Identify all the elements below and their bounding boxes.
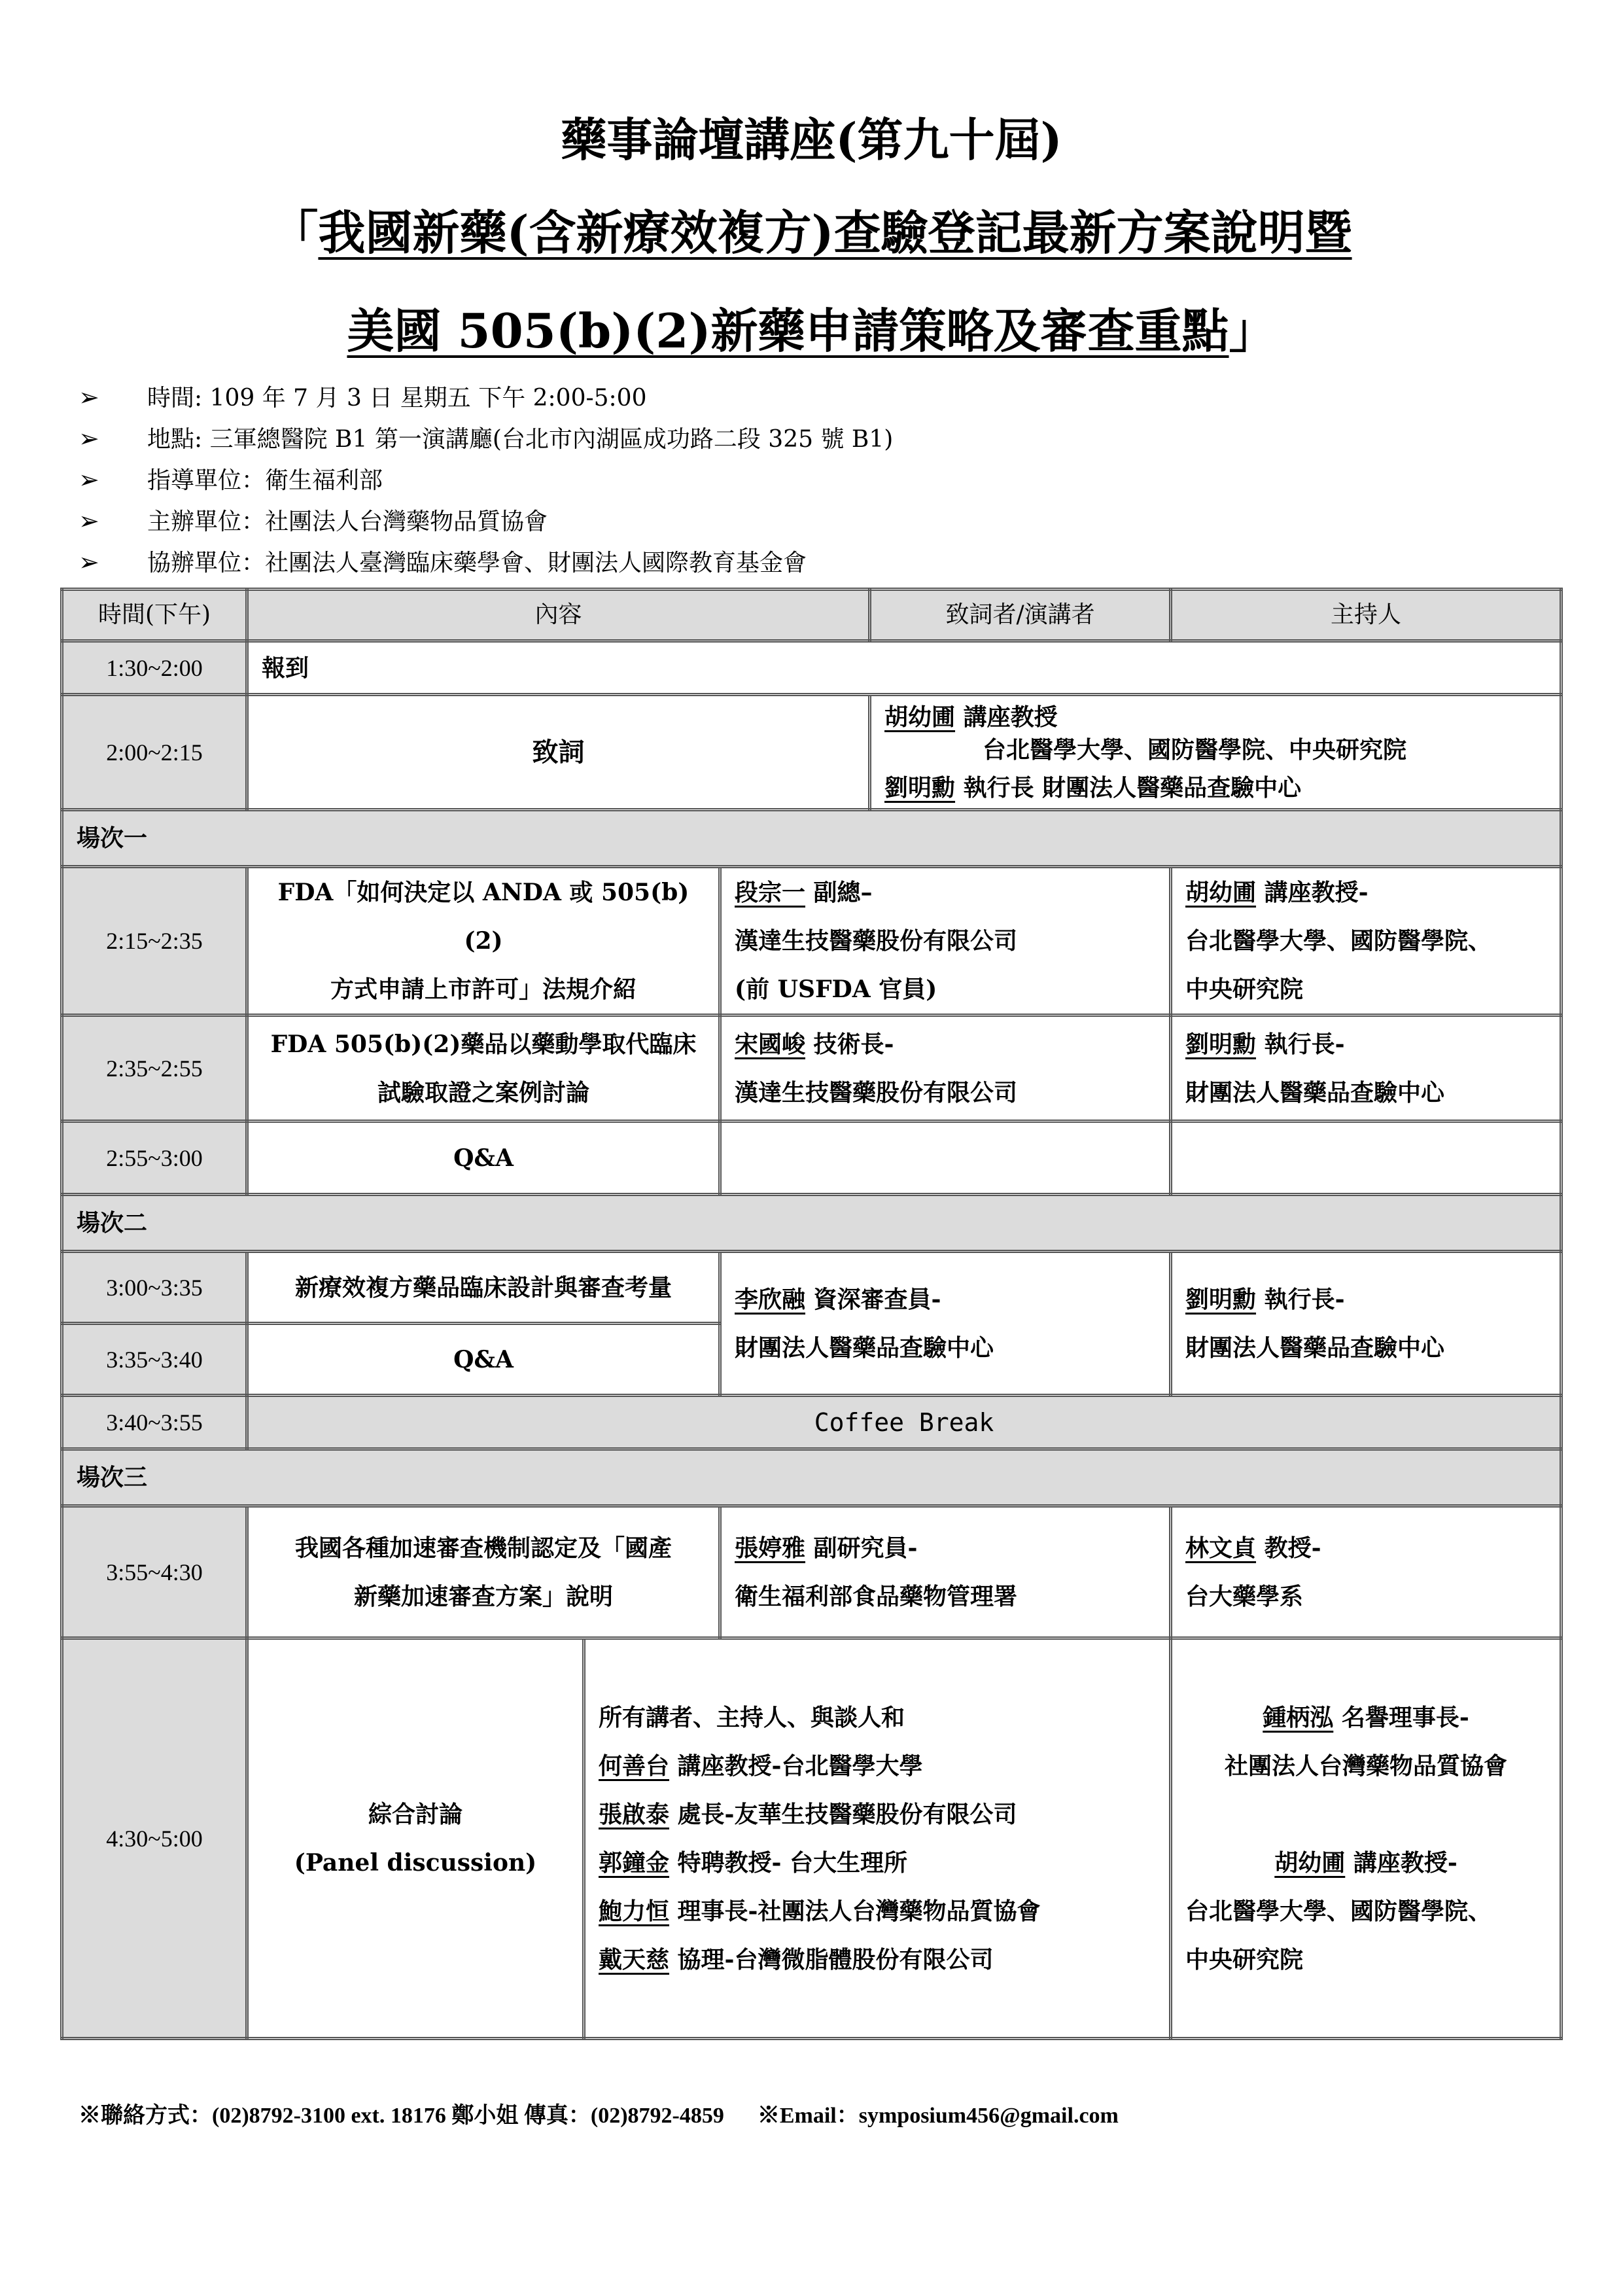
host-title: 執行長- [1256,1285,1345,1313]
break-cell: Coffee Break [247,1396,1562,1449]
content-line: 綜合討論 [368,1800,462,1828]
info-co-organizer-text: 協辦單位：社團法人臺灣臨床藥學會、財團法人國際教育基金會 [147,550,807,576]
open-quote: 「 [271,205,319,260]
panelist-desc: 處長-友華生技醫藥股份有限公司 [669,1800,1017,1828]
header-host: 主持人 [1171,590,1562,641]
panelist [599,1935,1156,1984]
table-row [62,695,1562,810]
host-title: 講座教授- [1345,1848,1457,1877]
speaker-org: 衛生福利部食品藥物管理署 [735,1582,1018,1610]
host-name: 劉明勳 [1185,1030,1257,1058]
content-cell [247,1638,584,2039]
host-name: 劉明勳 [1185,1285,1257,1313]
time-cell: 2:35~2:55 [62,1016,247,1122]
subtitle-line-1 [0,195,1623,263]
host-org: 中央研究院 [1185,1945,1304,1973]
close-quote: 」 [1229,303,1276,359]
panel-intro: 所有講者、主持人、與談人和 [599,1703,905,1731]
header-content: 內容 [247,590,870,641]
content-cell: 致詞 [247,695,870,810]
schedule-grid [60,588,1563,2040]
arrow-bullet-icon: ➢ [79,424,99,453]
speaker-org: 漢達生技醫藥股份有限公司 [735,1078,1018,1106]
panelist [599,1742,1156,1790]
content-cell: 報到 [247,641,1562,695]
speaker-cell [720,867,1171,1016]
panelist [599,1887,1156,1935]
speaker-org: 財團法人醫藥品查驗中心 [735,1333,994,1362]
host-cell [1171,1506,1562,1638]
panelist-desc: 理事長-社團法人台灣藥物品質協會 [669,1897,1041,1925]
speaker-title: 副研究員- [805,1534,918,1562]
time-cell: 4:30~5:00 [62,1638,247,2039]
panelist-name: 鮑力恒 [599,1897,670,1925]
session-row [62,1195,1562,1252]
host-org: 財團法人醫藥品查驗中心 [1185,1078,1445,1106]
panelist-name: 何善台 [599,1752,670,1780]
speaker-name: 劉明勳 [884,773,956,802]
panel-cell [584,1638,1171,2039]
host-name: 林文貞 [1185,1534,1257,1562]
content-line: 我國各種加速審查機制認定及「國產 [294,1534,672,1562]
speaker-cell [870,695,1562,810]
arrow-bullet-icon: ➢ [79,383,99,412]
host-cell [1171,1252,1562,1396]
time-cell: 3:40~3:55 [62,1396,247,1449]
speaker-title: 執行長 財團法人醫藥品查驗中心 [955,773,1302,802]
subtitle-text-1: 我國新藥(含新療效複方)查驗登記最新方案說明暨 [318,205,1352,260]
table-row [62,867,1562,1016]
host-org: 中央研究院 [1185,976,1304,1003]
host-org: 財團法人醫藥品查驗中心 [1185,1333,1445,1362]
host-name: 胡幼圃 [1274,1848,1346,1877]
content-cell [247,1506,720,1638]
arrow-bullet-icon: ➢ [79,465,99,494]
header-time: 時間(下午) [62,590,247,641]
table-row [62,1506,1562,1638]
host-org: 台大藥學系 [1185,1582,1304,1610]
info-organizer [79,501,548,540]
speaker-name: 李欣融 [735,1285,806,1313]
session-row [62,1449,1562,1506]
session-label: 場次一 [62,810,1562,867]
host-title: 講座教授- [1256,879,1369,906]
content-line: 新藥加速審查方案」說明 [353,1582,613,1610]
speaker-org: 漢達生技醫藥股份有限公司 [735,927,1018,955]
speaker-cell [720,1506,1171,1638]
page-title: 藥事論壇講座(第九十屆) [561,113,1062,167]
arrow-bullet-icon: ➢ [79,548,99,576]
speaker-name: 張婷雅 [735,1534,806,1562]
table-row [62,1016,1562,1122]
host-cell [1171,1016,1562,1122]
content-line: 方式申請上市許可」法規介紹 [330,976,637,1003]
time-cell: 2:00~2:15 [62,695,247,810]
content-line: FDA「如何決定以 ANDA 或 505(b)(2) [277,879,689,955]
panelist-name: 郭鐘金 [599,1848,670,1877]
speaker-cell [720,1016,1171,1122]
info-venue [79,419,893,458]
arrow-bullet-icon: ➢ [79,506,99,535]
contact-footer: ※聯絡方式：(02)8792-3100 ext. 18176 鄭小姐 傳真：(02)8792-4859 ※Email：symposium456@gmail.com [79,2104,1119,2128]
session-row [62,810,1562,867]
host-name: 鍾柄泓 [1263,1703,1334,1731]
info-time-text: 時間: 109 年 7 月 3 日 星期五 下午 2:00-5:00 [147,385,647,412]
panelist-desc: 講座教授-台北醫學大學 [669,1752,923,1780]
speaker-title: 資深審查員- [805,1285,941,1313]
info-time [79,378,647,417]
table-row [62,1638,1562,2039]
info-supervisor-text: 指導單位：衛生福利部 [147,467,383,494]
host-org: 台北醫學大學、國防醫學院、 [1185,927,1492,955]
content-cell: 新療效複方藥品臨床設計與審查考量 [247,1252,720,1324]
host-org: 台北醫學大學、國防醫學院、 [1185,1897,1492,1925]
speaker-org: 台北醫學大學、國防醫學院、中央研究院 [983,735,1407,764]
speaker-name: 段宗一 [735,879,806,906]
host-title: 教授- [1256,1534,1321,1562]
subtitle-text-2: 美國 505(b)(2)新藥申請策略及審查重點 [347,303,1229,359]
speaker-note: (前 USFDA 官員) [735,976,937,1003]
time-cell: 3:00~3:35 [62,1252,247,1324]
table-row [62,1122,1562,1195]
host-cell [1171,1122,1562,1195]
content-cell [247,867,720,1016]
speaker-cell [720,1252,1171,1396]
info-venue-text: 地點: 三軍總醫院 B1 第一演講廳(台北市內湖區成功路二段 325 號 B1) [147,426,894,453]
speaker-title: 副總– [805,879,873,906]
host-cell [1171,867,1562,1016]
speaker-title: 講座教授 [955,703,1058,731]
content-line: FDA 505(b)(2)藥品以藥動學取代臨床 [270,1030,697,1058]
panelist-name: 戴天慈 [599,1945,670,1973]
panelist [599,1839,1156,1887]
host-title: 執行長- [1256,1030,1345,1058]
subtitle-line-2 [0,293,1623,361]
content-cell [247,1016,720,1122]
speaker-cell [720,1122,1171,1195]
host-title: 名譽理事長- [1333,1703,1469,1731]
session-label: 場次二 [62,1195,1562,1252]
host-name: 胡幼圃 [1185,879,1257,906]
content-cell: Q&A [247,1324,720,1396]
panelist-desc: 特聘教授- 台大生理所 [669,1848,908,1877]
speaker-name: 宋國峻 [735,1030,806,1058]
host-cell [1171,1638,1562,2039]
table-row [62,1252,1562,1324]
table-row [62,641,1562,695]
content-line: 試驗取證之案例討論 [377,1078,589,1106]
header-speaker: 致詞者/演講者 [870,590,1171,641]
time-cell: 2:15~2:35 [62,867,247,1016]
table-header-row [62,590,1562,641]
panelist [599,1790,1156,1839]
info-co-organizer [79,542,807,582]
speaker-name: 胡幼圃 [884,703,956,731]
panelist-desc: 協理-台灣微脂體股份有限公司 [669,1945,994,1973]
content-line: (Panel discussion) [294,1848,537,1877]
host-org: 社團法人台灣藥物品質協會 [1225,1752,1508,1780]
panelist-name: 張啟泰 [599,1800,670,1828]
time-cell: 3:35~3:40 [62,1324,247,1396]
session-label: 場次三 [62,1449,1562,1506]
info-organizer-text: 主辦單位：社團法人台灣藥物品質協會 [147,508,548,535]
time-cell: 2:55~3:00 [62,1122,247,1195]
time-cell: 1:30~2:00 [62,641,247,695]
content-cell: Q&A [247,1122,720,1195]
info-supervisor [79,460,383,499]
speaker-title: 技術長- [805,1030,894,1058]
time-cell: 3:55~4:30 [62,1506,247,1638]
table-row [62,1396,1562,1449]
